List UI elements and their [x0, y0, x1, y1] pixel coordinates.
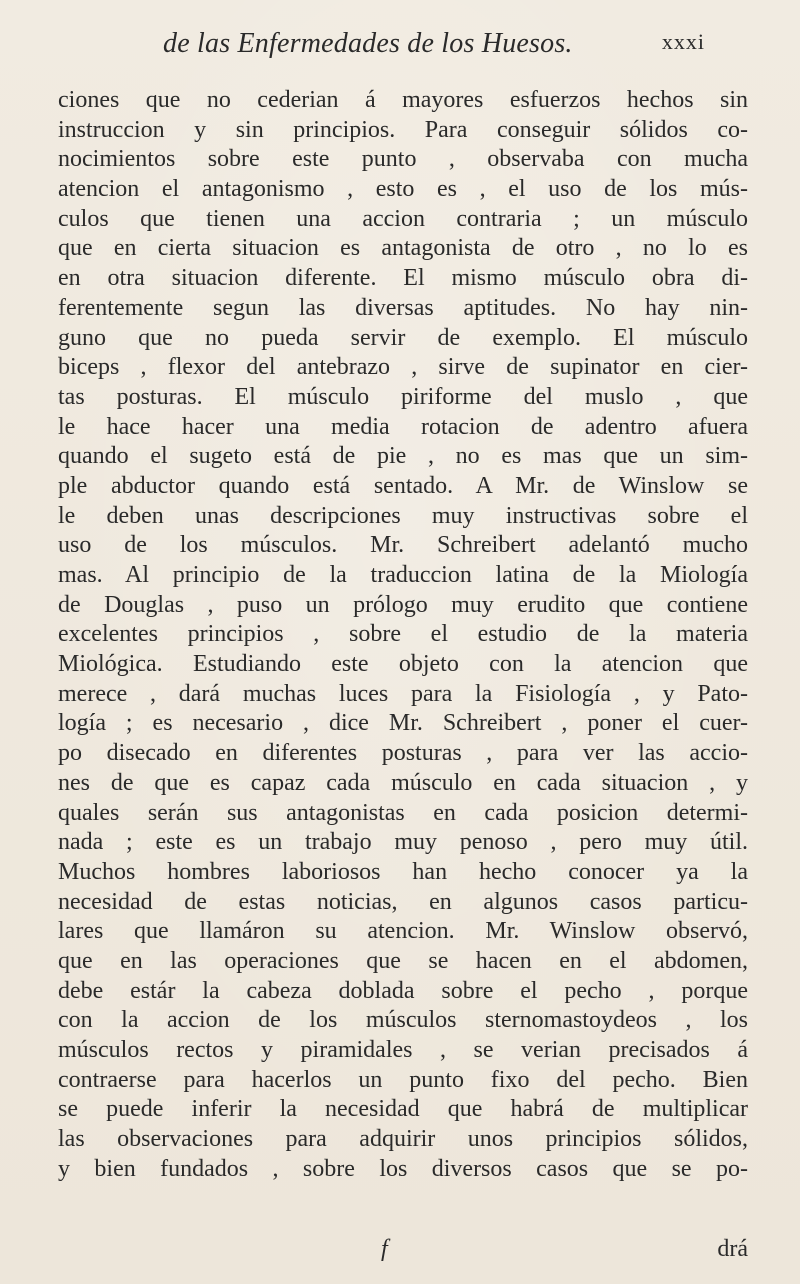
page-footer	[58, 1236, 748, 1266]
text-line-6: que en cierta situacion es antagonista de otro , no lo es	[58, 235, 748, 262]
text-line-7: en otra situacion diferente. El mismo músculo obra di-	[58, 265, 748, 292]
text-line-25: quales serán sus antagonistas en cada posicion determi-	[58, 799, 748, 826]
text-line-28: necesidad de estas noticias, en algunos casos particu-	[58, 888, 748, 915]
text-line-10: biceps , flexor del antebrazo , sirve de supinator en cier-	[58, 354, 748, 381]
text-line-23: po disecado en diferentes posturas , para ver las accio-	[58, 740, 748, 767]
text-line-31: debe estár la cabeza doblada sobre el pecho , porque	[58, 977, 748, 1004]
text-line-27: Muchos hombres laboriosos han hecho conocer ya la	[58, 858, 748, 885]
text-line-13: quando el sugeto está de pie , no es mas que un sim-	[58, 443, 748, 470]
text-line-26: nada ; este es un trabajo muy penoso , pero muy útil.	[58, 829, 748, 856]
text-line-37: y bien fundados , sobre los diversos casos que se po-	[58, 1155, 748, 1182]
text-line-19: excelentes principios , sobre el estudio de la materia	[58, 621, 748, 648]
text-line-16: uso de los músculos. Mr. Schreibert adelantó mucho	[58, 532, 748, 559]
page-number: xxxi	[661, 29, 705, 54]
signature-mark: f	[381, 1236, 388, 1262]
text-line-4: atencion el antagonismo , esto es , el uso de los mús-	[58, 176, 748, 203]
text-line-2: instruccion y sin principios. Para conseguir sólidos co-	[58, 116, 748, 143]
text-line-9: guno que no pueda servir de exemplo. El músculo	[58, 324, 748, 351]
text-line-14: ple abductor quando está sentado. A Mr. de Winslow se	[58, 472, 748, 499]
text-line-12: le hace hacer una media rotacion de adentro afuera	[58, 413, 748, 440]
text-line-32: con la accion de los músculos sternomastoydeos , los	[58, 1007, 748, 1034]
catchword-line	[58, 1236, 748, 1266]
text-line-11: tas posturas. El músculo piriforme del muslo , que	[58, 383, 748, 410]
body-text	[58, 86, 748, 1256]
text-line-17: mas. Al principio de la traduccion latina de la Miología	[58, 562, 748, 588]
text-line-5: culos que tienen una accion contraria ; un músculo	[58, 205, 748, 232]
text-line-22: logía ; es necesario , dice Mr. Schreibert , poner el cuer-	[58, 710, 748, 737]
catchword: drá	[717, 1236, 748, 1262]
text-line-33: músculos rectos y piramidales , se verian precisados á	[58, 1037, 748, 1063]
text-line-3: nocimientos sobre este punto , observaba con mucha	[58, 146, 748, 173]
text-line-18: de Douglas , puso un prólogo muy erudito que contiene	[58, 591, 748, 618]
text-line-35: se puede inferir la necesidad que habrá de multiplicar	[58, 1096, 748, 1123]
text-line-8: ferentemente segun las diversas aptitudes. No hay nin-	[58, 294, 748, 321]
text-line-29: lares que llamáron su atencion. Mr. Winslow observó,	[58, 918, 748, 945]
text-line-24: nes de que es capaz cada músculo en cada situacion , y	[58, 769, 748, 796]
text-line-36: las observaciones para adquirir unos principios sólidos,	[58, 1126, 748, 1153]
running-title: de las Enfermedades de los Huesos.	[163, 28, 573, 59]
text-line-21: merece , dará muchas luces para la Fisiología , y Pato-	[58, 680, 748, 707]
text-line-20: Miológica. Estudiando este objeto con la atencion que	[58, 651, 748, 678]
text-line-15: le deben unas descripciones muy instructivas sobre el	[58, 502, 748, 529]
page-header	[125, 28, 705, 68]
text-line-34: contraerse para hacerlos un punto fixo del pecho. Bien	[58, 1066, 748, 1093]
text-line-1: ciones que no cederian á mayores esfuerzos hechos sin	[58, 87, 748, 113]
text-line-30: que en las operaciones que se hacen en el abdomen,	[58, 947, 748, 974]
